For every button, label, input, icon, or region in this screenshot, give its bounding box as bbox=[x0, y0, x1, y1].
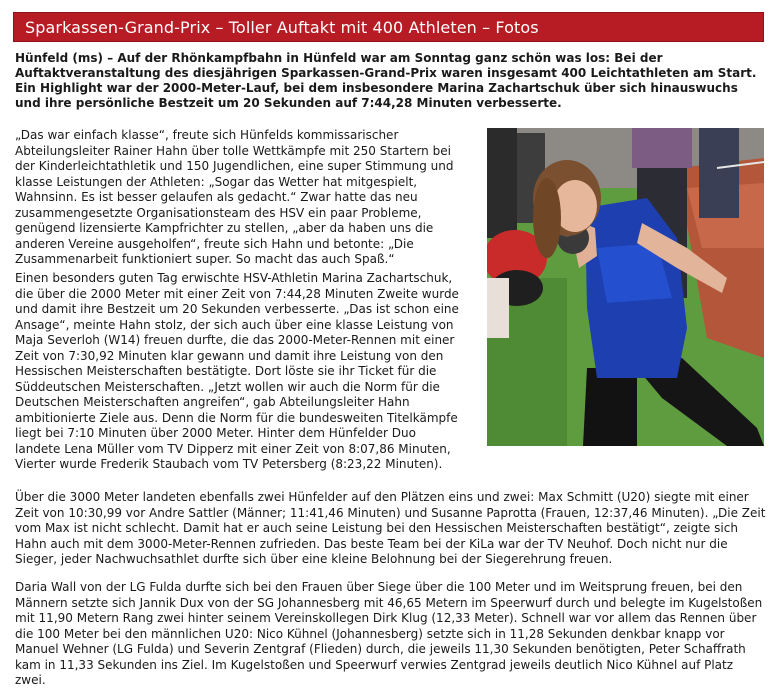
article-paragraph-2: Einen besonders guten Tag erwischte HSV-Athletin Marina Zachartschuk, die über die 2000 Meter mit einer Zeit von 7:44,28 Minuten Zweite wurde und damit ihre Bestzeit um 20 Sekunden verbesserte. „Das ist schon eine Ansage“, meinte Hahn stolz, der sich auch über eine klasse Leistung von Maja Severloh (W14) freuen durfte, die das 2000-Meter-Rennen mit einer Zeit von 7:30,92 Minuten klar gewann und damit ihre Leistung von den Hessischen Meisterschaften bestätigte. Dort löste sie ihr Ticket für die Süddeutschen Meisterschaften. „Jetzt wollen wir auch die Norm für die Deutschen Meisterschaften angreifen“, gab Abteilungsleiter Hahn ambitionierte Ziele aus. Denn die Norm für die bundesweiten Titelkämpfe liegt bei 7:10 Minuten über 2000 Meter. Hinter dem Hünfelder Duo landete Lena Müller vom TV Dipperz mit einer Zeit von 8:07,86 Minuten, Vierter wurde Frederik Staubach vom TV Petersberg (8:23,22 Minuten). bbox=[15, 271, 459, 471]
shot-put-athlete-image bbox=[487, 128, 764, 446]
article-paragraph-1: „Das war einfach klasse“, freute sich Hünfelds kommissarischer Abteilungsleiter Rainer Hahn über tolle Wettkämpfe mit 250 Startern bei der Kinderleichtathletik und 150 Jugendlichen, eine super Stimmung und klasse Leistungen der Athleten: „Sogar das Wetter hat mitgespielt, Wahnsinn. Es ist besser gelaufen als gedacht.“ Zwar hatte das neu zusammengesetzte Organisationsteam des HSV ein paar Probleme, genügend lizensierte Kampfrichter zu stellen, „aber da haben uns die anderen Vereine ausgeholfen“, freute sich Hahn und betonte: „Die Zusammenarbeit funktioniert super. So macht das auch Spaß.“ bbox=[15, 128, 454, 266]
article-paragraph-4: Daria Wall von der LG Fulda durfte sich bei den Frauen über Siege über die 100 Meter und im Weitsprung freuen, bei den Männern setzte sich Jannik Dux von der SG Johannesberg mit 46,65 Metern im Speerwurf durch und belegte im Kugelstoßen mit 11,90 Metern Rang zwei hinter seinem Vereinskollegen Dirk Klug (12,33 Meter). Schnell war vor allem das Rennen über die 100 Meter bei den männlichen U20: Nico Kühnel (Johannesberg) setzte sich in 11,28 Sekunden denkbar knapp vor Manuel Wehner (LG Fulda) und Severin Zentgraf (Flieden) durch, die jeweils 11,30 Sekunden benötigten, Peter Schaffrath kam in 11,33 Sekunden ins Ziel. Im Kugelstoßen und Speerwurf verwies Zentgrad jeweils deutlich Nico Kühnel auf Platz zwei. bbox=[15, 580, 763, 687]
article-paragraph-3: Über die 3000 Meter landeten ebenfalls zwei Hünfelder auf den Plätzen eins und zwei: Max Schmitt (U20) siegte mit einer Zeit von 10:30,99 vor Andre Sattler (Männer; 11:41,46 Minuten) und Susanne Paprotta (Frauen, 12:37,46 Minuten). „Die Zeit vom Max ist nicht schlecht. Damit hat er auch seine Leistung bei den Hessischen Meisterschaften bestätigt“, zeigte sich Hahn auch mit dem 3000-Meter-Rennen zufrieden. Das beste Team bei der KiLa war der TV Neuhof. Doch nicht nur die Sieger, jeder Nachwuchsathlet durfte sich über eine kleine Belohnung bei der Siegerehrung freuen. bbox=[15, 490, 766, 566]
article-title[interactable]: Sparkassen-Grand-Prix – Toller Auftakt mit 400 Athleten – Fotos bbox=[25, 17, 539, 37]
article-lead: Hünfeld (ms) – Auf der Rhönkampfbahn in Hünfeld war am Sonntag ganz schön was los: Bei der Auftaktveranstaltung des diesjährigen Sparkassen-Grand-Prix waren insgesamt 400 Leichtathleten am Start. Ein Highlight war der 2000-Meter-Lauf, bei dem insbesondere Marina Zachartschuk über sich hinauswuchs und ihre persönliche Bestzeit um 20 Sekunden auf 7:44,28 Minuten verbesserte. bbox=[15, 51, 757, 110]
athlete-photo[interactable] bbox=[487, 128, 764, 446]
article-title-bar[interactable] bbox=[13, 12, 764, 42]
